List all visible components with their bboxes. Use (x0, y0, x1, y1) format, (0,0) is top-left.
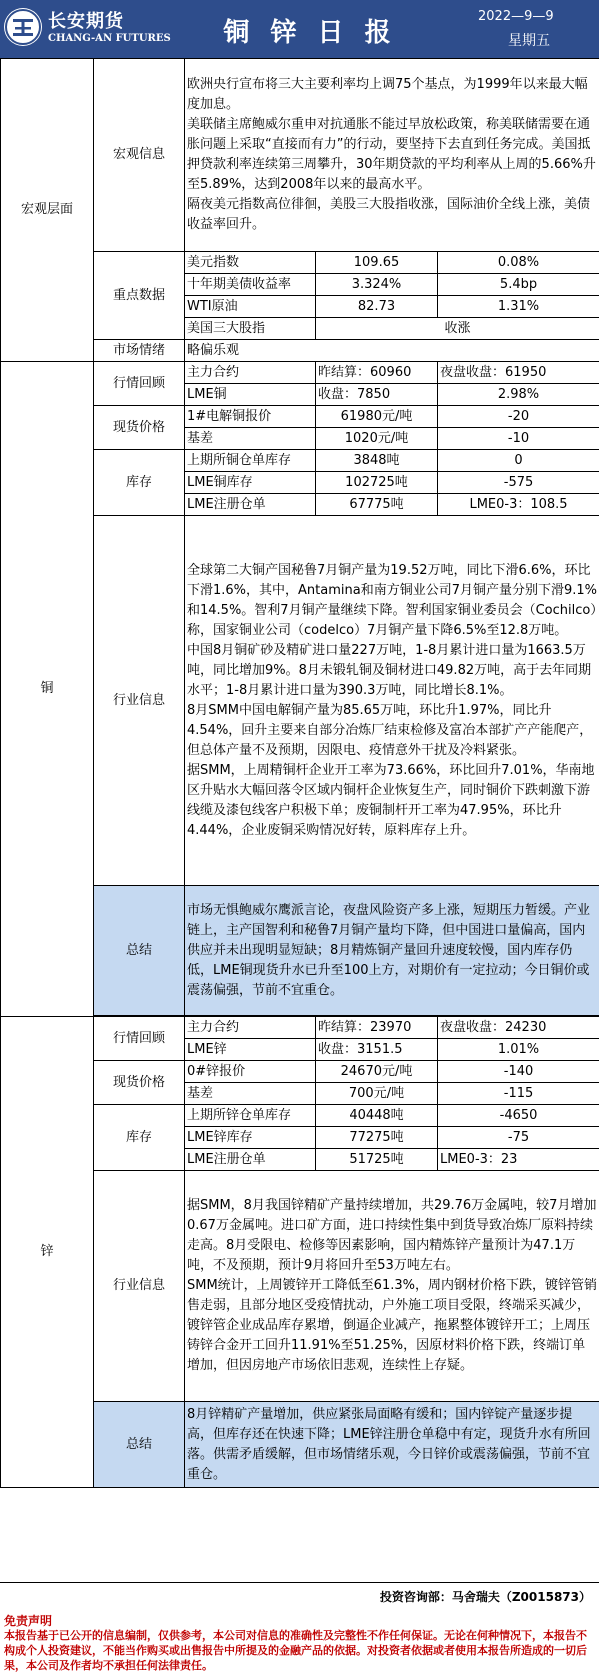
copper-review-name: LME铜 (185, 384, 316, 406)
copper-spot-name: 基差 (185, 428, 316, 450)
zinc-spot-change: -115 (438, 1083, 599, 1105)
paragraph: 据SMM，上周精铜杆企业开工率为73.66%，环比回升7.01%，华南地区升贴水大幅回落令区域内铜杆企业恢复生产，同时铜价下跌刺激下游线缆及漆包线客户积极下单；废铜制杆开工率为47.95%，环比升4.44%，企业废铜采购情况好转，原料库存上升。 (187, 762, 595, 838)
key-data-name: 十年期美债收益率 (185, 274, 316, 296)
copper-spot-change: -20 (438, 406, 599, 428)
copper-stock-change: 0 (438, 450, 599, 472)
copper-summary-text: 市场无惧鲍威尔鹰派言论，夜盘风险资产多上涨，短期压力暂缓。产业链上，主产国智利和秘鲁7月铜产量均下降，但中国进口量偏高，国内供应并未出现明显短缺；8月精炼铜产量回升速度较慢，国内库存仍低，LME铜现货升水已升至100上方，对期价有一定拉动；今日铜价或震荡偏强，节前不宜重仓。 (185, 886, 599, 1016)
paragraph: 中国8月铜矿砂及精矿进口量227万吨，1-8月累计进口量为1663.5万吨，同比增加9%。8月未锻轧铜及铜材进口49.82万吨，高于去年同期水平；1-8月累计进口量为390.3万吨，同比增长8.1%。 (187, 642, 592, 698)
logo-chinese-name: 长安期货 (48, 11, 124, 32)
row-label-key-data: 重点数据 (94, 252, 185, 340)
key-data-value: 109.65 (316, 252, 438, 274)
zinc-review-value: 昨结算：23970 (316, 1017, 438, 1039)
copper-stock-value: 102725吨 (316, 472, 438, 494)
row-label-copper-industry: 行业信息 (94, 516, 185, 886)
section-label-copper: 铜 (1, 362, 94, 1017)
paragraph: 美联储主席鲍威尔重申对抗通胀不能过早放松政策，称美联储需要在通胀问题上采取“直接而有力”的行动，要坚持下去直到任务完成。美国抵押贷款利率连续第三周攀升，30年期贷款的平均利率从上周的5.66%升至5.89%，达到2008年以来的最高水平。 (187, 117, 596, 192)
copper-stock-name: 上期所铜仓单库存 (185, 450, 316, 472)
zinc-review-value: 收盘：3151.5 (316, 1039, 438, 1061)
key-data-change: 5.4bp (438, 274, 599, 296)
report-header (0, 0, 599, 58)
copper-stock-value: 67775吨 (316, 494, 438, 516)
row-label-copper-summary: 总结 (94, 886, 185, 1016)
row-label-copper-spot: 现货价格 (94, 406, 185, 450)
zinc-stock-name: LME锌库存 (185, 1127, 316, 1149)
copper-spot-change: -10 (438, 428, 599, 450)
copper-spot-value: 61980元/吨 (316, 406, 438, 428)
zinc-stock-name: LME注册仓单 (185, 1149, 316, 1171)
zinc-spot-name: 基差 (185, 1083, 316, 1105)
row-label-zinc-spot: 现货价格 (94, 1061, 185, 1105)
row-label-zinc-stock: 库存 (94, 1105, 185, 1171)
disclaimer-title: 免责声明 (4, 1614, 53, 1628)
section-label-zinc: 锌 (1, 1017, 94, 1488)
zinc-review-name: LME锌 (185, 1039, 316, 1061)
zinc-stock-value: 40448吨 (316, 1105, 438, 1127)
zinc-spot-name: 0#锌报价 (185, 1061, 316, 1083)
macro-info-text (185, 59, 599, 252)
sentiment-value: 略偏乐观 (185, 340, 599, 362)
copper-review-name: 主力合约 (185, 362, 316, 384)
key-data-change: 1.31% (438, 296, 599, 318)
zinc-stock-spread: LME0-3：23 (438, 1149, 599, 1171)
copper-review-value: 昨结算：60960 (316, 362, 438, 384)
key-data-value: 3.324% (316, 274, 438, 296)
copper-spot-name: 1#电解铜报价 (185, 406, 316, 428)
copper-stock-name: LME铜库存 (185, 472, 316, 494)
logo-emblem-icon (4, 8, 42, 46)
zinc-spot-change: -140 (438, 1061, 599, 1083)
key-data-value: 收涨 (316, 318, 599, 340)
zinc-stock-change: -75 (438, 1127, 599, 1149)
zinc-stock-value: 77275吨 (316, 1127, 438, 1149)
logo-english-name: CHANG-AN FUTURES (48, 33, 171, 44)
key-data-change: 0.08% (438, 252, 599, 274)
zinc-stock-name: 上期所锌仓单库存 (185, 1105, 316, 1127)
copper-industry-text (185, 516, 599, 886)
copper-stock-value: 3848吨 (316, 450, 438, 472)
footer-divider (0, 1582, 599, 1583)
paragraph: 隔夜美元指数高位徘徊，美股三大股指收涨，国际油价全线上涨，美债收益率回升。 (187, 197, 591, 232)
report-weekday: 星期五 (508, 33, 550, 49)
row-label-macro-info: 宏观信息 (94, 59, 185, 252)
row-label-copper-review: 行情回顾 (94, 362, 185, 406)
report-date: 2022—9—9 (478, 9, 554, 24)
analyst-credit: 投资咨询部：马舍瑞夫（Z0015873） (379, 1590, 591, 1604)
copper-review-change: 2.98% (438, 384, 599, 406)
copper-stock-change: -575 (438, 472, 599, 494)
report-title: 铜 锌 日 报 (223, 18, 397, 48)
paragraph: 8月SMM中国电解铜产量为85.65万吨，环比升1.97%，同比升4.54%，回升主要来自部分冶炼厂结束检修及富冶本部扩产产能爬产，但总体产量不及预期，因限电、疫情意外干扰及冷料紧张。 (187, 702, 593, 758)
zinc-review-name: 主力合约 (185, 1017, 316, 1039)
report-table (0, 58, 599, 1488)
copper-stock-spread: LME0-3：108.5 (438, 494, 599, 516)
copper-review-night: 夜盘收盘：61950 (438, 362, 599, 384)
key-data-name: 美元指数 (185, 252, 316, 274)
zinc-summary-text: 8月锌精矿产量增加，供应紧张局面略有缓和；国内锌锭产量逐步提高，但库存还在快速下降；LME锌注册仓单稳中有定，现货升水有所回落。供需矛盾缓解，但市场情绪乐观，今日锌价或震荡偏强，节前不宜重仓。 (185, 1402, 599, 1488)
copper-review-value: 收盘：7850 (316, 384, 438, 406)
company-logo (4, 6, 171, 52)
disclaimer-text: 本报告基于已公开的信息编制，仅供参考，本公司对信息的准确性及完整性不作任何保证。无论在何种情况下，本报告不构成个人投资建议，不能当作购买或出售报告中所提及的金融产品的依据。对投资者依据或者使用本报告所造成的一切后果，本公司及作者均不承担任何法律责任。 (4, 1629, 587, 1672)
key-data-value: 82.73 (316, 296, 438, 318)
row-label-zinc-summary: 总结 (94, 1402, 185, 1488)
row-label-zinc-industry: 行业信息 (94, 1171, 185, 1402)
paragraph: 欧洲央行宣布将三大主要利率均上调75个基点，为1999年以来最大幅度加息。 (187, 77, 588, 112)
row-label-sentiment: 市场情绪 (94, 340, 185, 362)
paragraph: SMM统计，上周镀锌开工降低至61.3%，周内钢材价格下跌，镀锌管销售走弱，且部分地区受疫情扰动，户外施工项目受限，终端采买减少，镀锌管企业成品库存累增，倒逼企业减产，拖累整体镀锌开工；上周压铸锌合金开工回升11.91%至51.25%，因原材料价格下跌，终端订单增加，但因房地产市场依旧悲观，连续性上存疑。 (187, 1278, 597, 1373)
key-data-name: 美国三大股指 (185, 318, 316, 340)
row-label-copper-stock: 库存 (94, 450, 185, 516)
row-label-zinc-review: 行情回顾 (94, 1017, 185, 1061)
copper-spot-value: 1020元/吨 (316, 428, 438, 450)
zinc-review-night: 夜盘收盘：24230 (438, 1017, 599, 1039)
copper-stock-name: LME注册仓单 (185, 494, 316, 516)
zinc-stock-change: -4650 (438, 1105, 599, 1127)
paragraph: 全球第二大铜产国秘鲁7月铜产量为19.52万吨，同比下滑6.6%，环比下滑1.6%，其中，Antamina和南方铜业公司7月铜产量分别下滑9.1%和14.5%。智利7月铜产量继续下降。智利国家铜业委员会（Cochilco）称，国家铜业公司（codelco）7月铜产量下降6.5%至12.8万吨。 (187, 562, 598, 638)
zinc-stock-value: 51725吨 (316, 1149, 438, 1171)
zinc-spot-value: 700元/吨 (316, 1083, 438, 1105)
zinc-spot-value: 24670元/吨 (316, 1061, 438, 1083)
zinc-industry-text (185, 1171, 599, 1402)
key-data-name: WTI原油 (185, 296, 316, 318)
section-label-macro: 宏观层面 (1, 59, 94, 362)
paragraph: 据SMM，8月我国锌精矿产量持续增加，共29.76万金属吨，较7月增加0.67万金属吨。进口矿方面，进口持续性集中到货导致冶炼厂原料持续走高。8月受限电、检修等因素影响，国内精炼锌产量预计为47.1万吨，不及预期，预计9月将回升至53万吨左右。 (187, 1198, 597, 1273)
zinc-review-change: 1.01% (438, 1039, 599, 1061)
